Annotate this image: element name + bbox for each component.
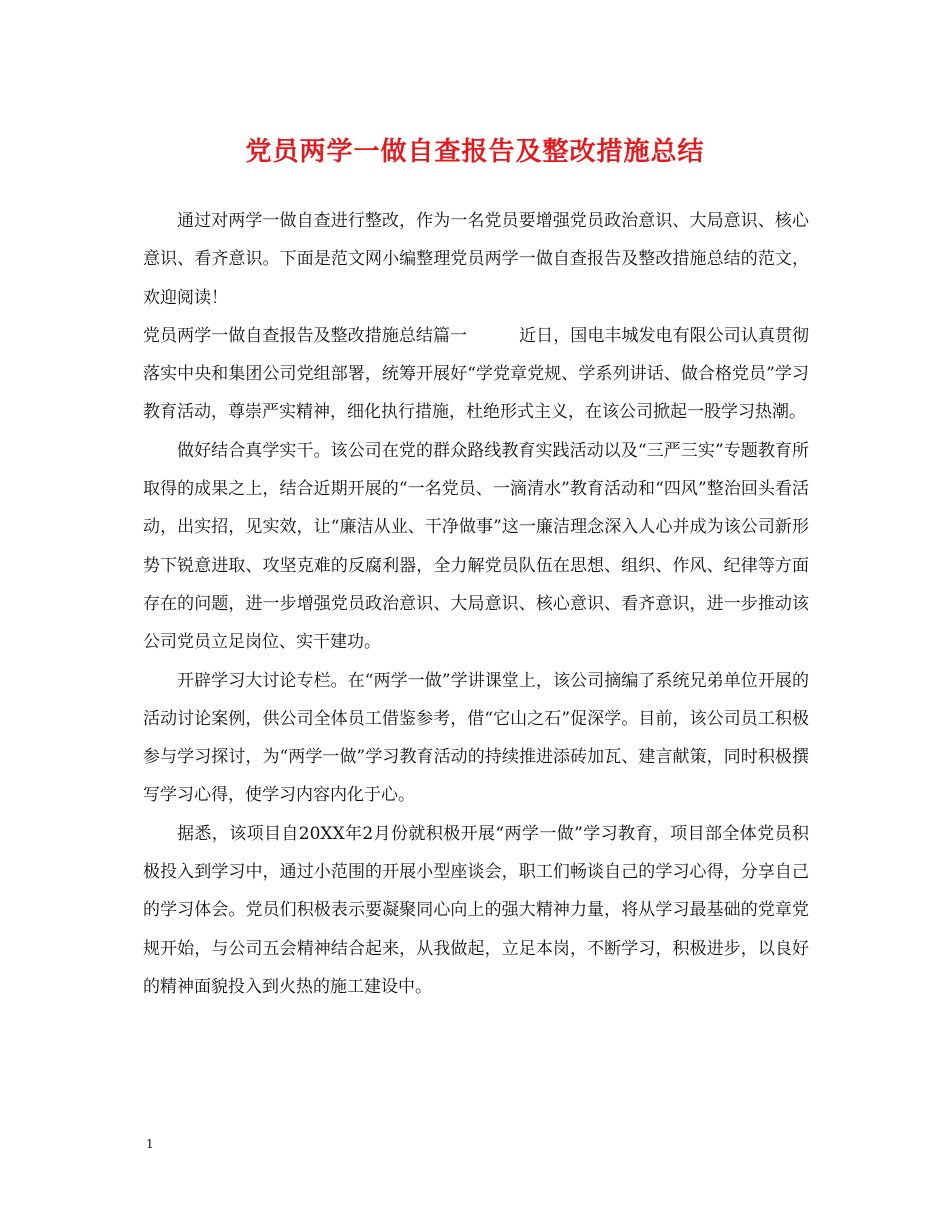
document-body — [143, 202, 809, 1006]
section-paragraph — [143, 317, 809, 432]
page-number: 1 — [146, 1137, 154, 1151]
body-paragraph: 开辟学习大讨论专栏。在“两学一做”学讲课堂上，该公司摘编了系统兄弟单位开展的活动讨论案例，供公司全体员工借鉴参考，借“它山之石”促深学。目前，该公司员工积极参与学习探讨，为“两学一做”学习教育活动的持续推进添砖加瓦、建言献策，同时积极撰写学习心得，使学习内容内化于心。 — [143, 670, 809, 806]
document-title: 党员两学一做自查报告及整改措施总结 — [245, 137, 705, 167]
body-paragraph: 做好结合真学实干。该公司在党的群众路线教育实践活动以及“三严三实”专题教育所取得的成果之上，结合近期开展的“一名党员、一滴清水”教育活动和“四风”整治回头看活动，出实招，见实效，让“廉洁从业、干净做事”这一廉洁理念深入人心并成为该公司新形势下锐意进取、攻坚克难的反腐利器，全力解党员队伍在思想、组织、作风、纪律等方面存在的问题，进一步增强党员政治意识、大局意识、核心意识、看齐意识，进一步推动该公司党员立足岗位、实干建功。 — [143, 440, 809, 653]
section-lead: 近日，国电丰城发电有限公司认真贯彻落实中央和集团公司党组部署，统筹开展好“学党章党规、学系列讲话、做合格党员”学习教育活动，尊崇严实精神，细化执行措施，杜绝形式主义，在该公司掀起一股学习热潮。 — [143, 325, 810, 423]
intro-paragraph: 通过对两学一做自查进行整改，作为一名党员要增强党员政治意识、大局意识、核心意识、看齐意识。下面是范文网小编整理党员两学一做自查报告及整改措施总结的范文，欢迎阅读！ — [143, 211, 809, 308]
body-paragraph: 据悉，该项目自20XX年2月份就积极开展“两学一做”学习教育，项目部全体党员积极投入到学习中，通过小范围的开展小型座谈会，职工们畅谈自己的学习心得，分享自己的学习体会。党员们积极表示要凝聚同心向上的强大精神力量，将从学习最基础的党章党规开始，与公司五会精神结合起来，从我做起，立足本岗，不断学习，积极进步，以良好的精神面貌投入到火热的施工建设中。 — [143, 823, 809, 997]
section-heading: 党员两学一做自查报告及整改措施总结篇一 — [143, 325, 468, 346]
